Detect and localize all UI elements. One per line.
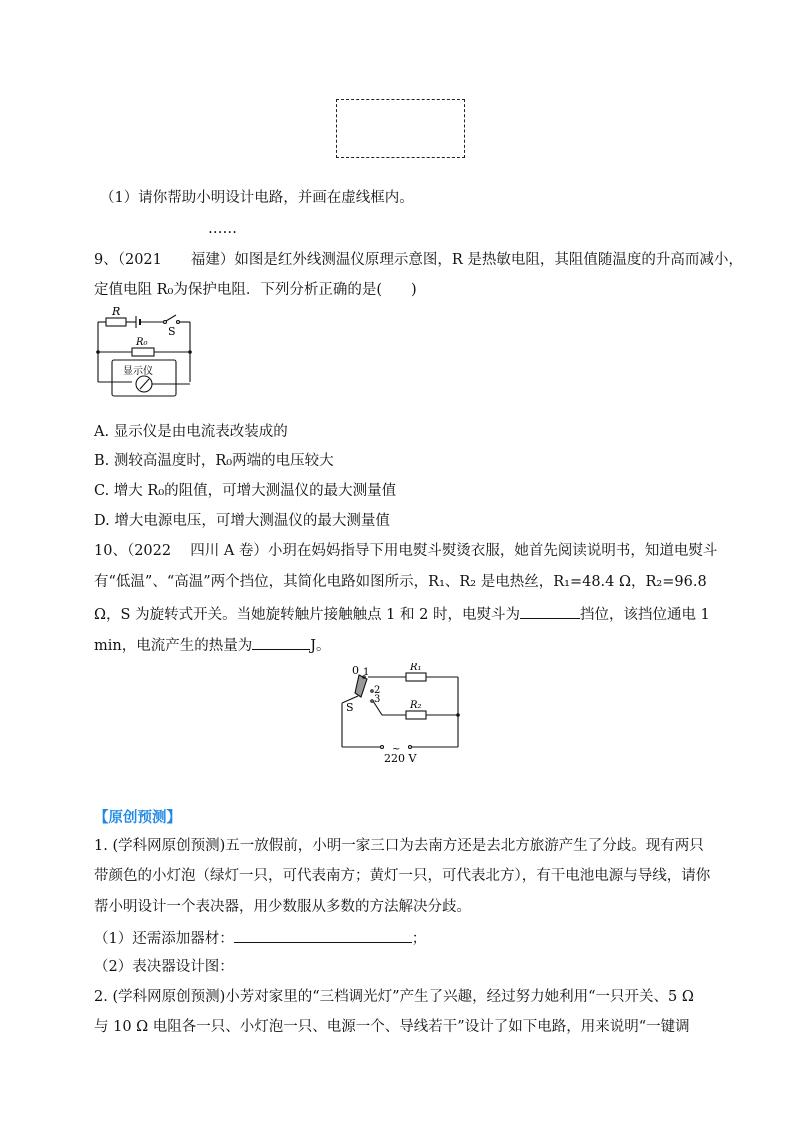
q9-option-b: B. 测较高温度时，R₀两端的电压较大 <box>94 453 334 469</box>
contact-3-label: 3 <box>374 694 381 705</box>
r1-resistor <box>406 673 426 681</box>
q10-line4-text-b: J。 <box>310 638 331 654</box>
q10-blank-heat[interactable] <box>252 634 310 650</box>
prev-question-sub1: （1）请你帮助小明设计电路，并画在虚线框内。 <box>100 190 414 206</box>
q9-option-d: D. 增大电源电压，可增大测温仪的最大测量值 <box>94 513 390 529</box>
q10-line4-text-a: min，电流产生的热量为 <box>94 638 253 654</box>
q9-line2: 定值电阻 R₀为保护电阻．下列分析正确的是( ) <box>94 282 417 298</box>
section-title: 【原创预测】 <box>94 810 181 826</box>
r0-resistor <box>132 348 154 356</box>
r1-label: R₁ <box>410 663 422 673</box>
r2-label: R₂ <box>410 700 422 711</box>
p1-sub2: （2）表决器设计图： <box>94 959 234 975</box>
r2-resistor <box>406 711 426 719</box>
q9-circuit-diagram <box>92 304 197 400</box>
q10-line1: 10、（2022 四川 A 卷）小玥在妈妈指导下用电熨斗熨烫衣服，她首先阅读说明书，知道电熨斗 <box>94 543 718 559</box>
r-label: R <box>112 305 121 318</box>
q10-line4 <box>94 634 331 656</box>
answer-dashed-box <box>336 99 465 158</box>
switch-s-label: S <box>346 701 354 714</box>
q10-blank-gear[interactable] <box>520 603 580 619</box>
contact-0-label: 0 <box>352 664 359 677</box>
q9-line1: 9、（2021 福建）如图是红外线测温仪原理示意图，R 是热敏电阻，其阻值随温度的升高而减小， <box>94 252 743 268</box>
contact-2-label: 2 <box>374 685 381 696</box>
q10-line2: 有“低温”、“高温”两个挡位，其简化电路如图所示，R₁、R₂ 是电热丝，R₁=48.4 Ω，R₂=96.8 <box>94 574 707 590</box>
ac-tilde: ~ <box>392 744 401 755</box>
voltage-label: 220 V <box>384 752 417 765</box>
display-label: 显示仪 <box>123 366 153 377</box>
p1-blank-equipment[interactable] <box>234 927 412 943</box>
p2-line2: 与 10 Ω 电阻各一只、小灯泡一只、电源一个、导线若干”设计了如下电路，用来说明“一键调 <box>94 1019 690 1035</box>
r0-label: R₀ <box>136 337 148 348</box>
rotary-switch-plate <box>355 675 367 697</box>
q10-line3-text-b: 挡位，该挡位通电 1 <box>579 607 710 623</box>
ellipsis: …… <box>208 221 237 237</box>
q10-circuit-diagram <box>336 663 466 767</box>
q9-option-a: A. 显示仪是由电流表改装成的 <box>94 424 288 440</box>
p1-sub1-text-b: ； <box>411 931 427 947</box>
p1-line2: 带颜色的小灯泡（绿灯一只，可代表南方；黄灯一只，可代表北方），有干电池电源与导线，请你 <box>94 868 711 884</box>
p2-line1: 2. (学科网原创预测)小芳对家里的“三档调光灯”产生了兴趣，经过努力她利用“一只开关、5 Ω <box>94 989 694 1005</box>
thermistor-r-resistor <box>106 318 126 326</box>
p1-line3: 帮小明设计一个表决器，用少数服从多数的方法解决分歧。 <box>94 899 471 915</box>
s-label: S <box>168 325 176 338</box>
p1-sub1 <box>94 927 426 949</box>
q10-line3 <box>94 603 710 625</box>
q9-option-c: C. 增大 R₀的阻值，可增大测温仪的最大测量值 <box>94 483 397 499</box>
p1-sub1-text-a: （1）还需添加器材： <box>94 931 234 947</box>
p1-line1: 1. (学科网原创预测)五一放假前，小明一家三口为去南方还是去北方旅游产生了分歧。现有两只 <box>94 838 704 854</box>
contact-1-label: 1 <box>363 667 370 678</box>
q10-line3-text-a: Ω，S 为旋转式开关。当她旋转触片接触触点 1 和 2 时，电熨斗为 <box>94 607 520 623</box>
